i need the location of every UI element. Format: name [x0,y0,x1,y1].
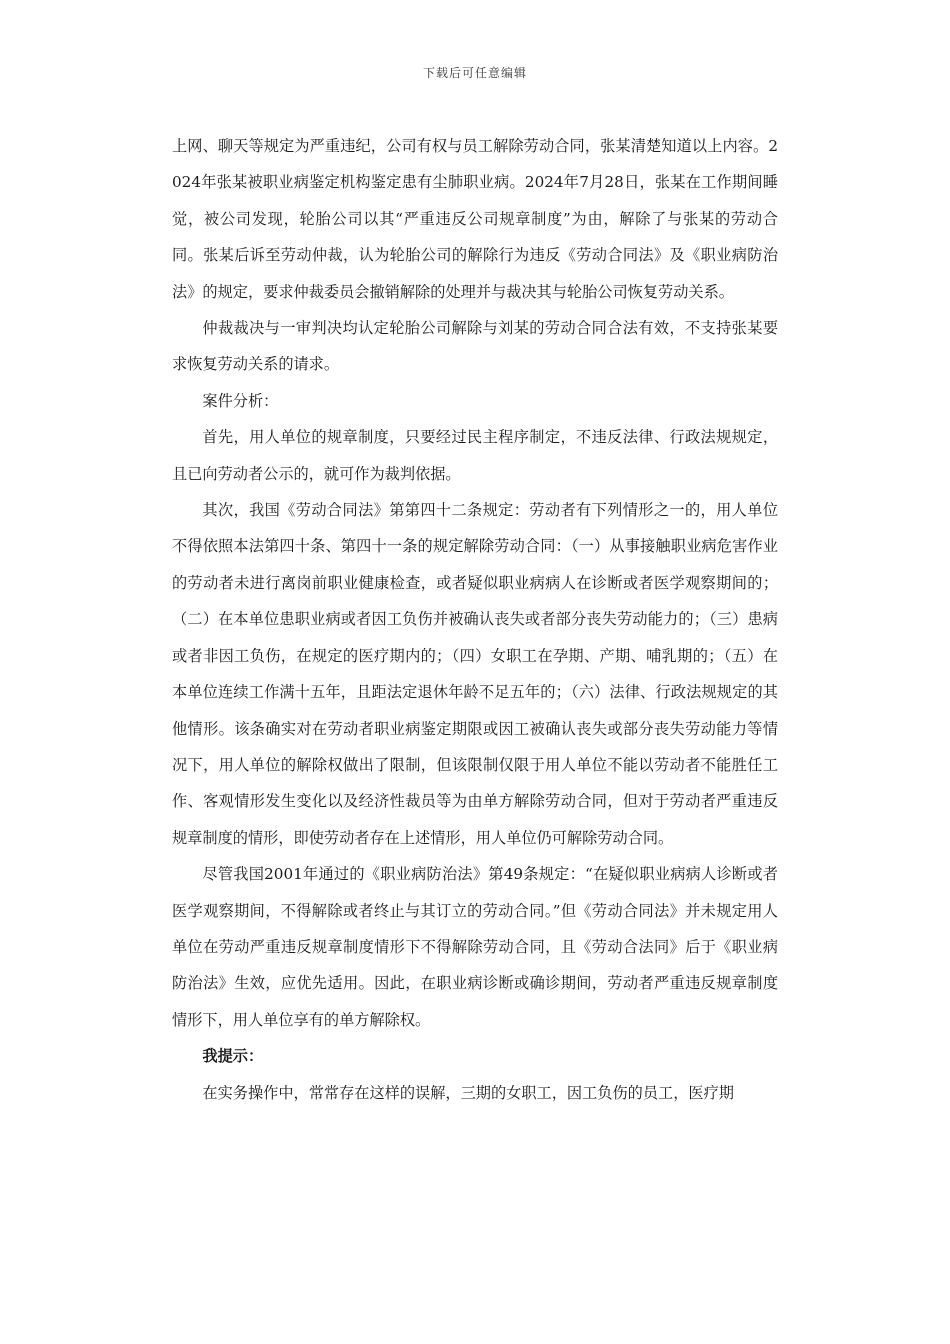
paragraph-ruling: 仲裁裁决与一审判决均认定轮胎公司解除与刘某的劳动合同合法有效，不支持张某要求恢复劳动关系的请求。 [172,319,778,374]
paragraph-tip-heading: 我提示： [202,1047,264,1066]
page-header: 下载后可任意编辑 [422,66,527,80]
paragraph-tip-text: 在实务操作中，常常存在这样的误解，三期的女职工，因工负伤的员工，医疗期 [202,1083,734,1102]
paragraph-first-point: 首先，用人单位的规章制度，只要经过民主程序制定，不违反法律、行政法规规定，且已向劳动者公示的，就可作为裁判依据。 [172,428,778,483]
document-body [172,128,778,1111]
paragraph-second-point: 其次，我国《劳动合同法》第第四十二条规定：劳动者有下列情形之一的，用人单位不得依照本法第四十条、第四十一条的规定解除劳动合同：（一）从事接触职业病危害作业的劳动者未进行离岗前职业健康检查，或者疑似职业病病人在诊断或者医学观察期间的；（二）在本单位患职业病或者因工负伤并被确认丧失或者部分丧失劳动能力的；（三）患病或者非因工负伤，在规定的医疗期内的；（四）女职工在孕期、产期、哺乳期的；（五）在本单位连续工作满十五年，且距法定退休年龄不足五年的；（六）法律、行政法规规定的其他情形。该条确实对在劳动者职业病鉴定期限或因工被确认丧失或部分丧失劳动能力等情况下，用人单位的解除权做出了限制，但该限制仅限于用人单位不能以劳动者不能胜任工作、客观情形发生变化以及经济性裁员等为由单方解除劳动合同，但对于劳动者严重违反规章制度的情形，即使劳动者存在上述情形，用人单位仍可解除劳动合同。 [172,501,778,847]
paragraph-analysis-heading: 案件分析： [202,391,279,410]
paragraph-case-facts: 上网、聊天等规定为严重违纪，公司有权与员工解除劳动合同，张某清楚知道以上内容。2024年张某被职业病鉴定机构鉴定患有尘肺职业病。2024年7月28日，张某在工作期间睡觉，被公司发现，轮胎公司以其“严重违反公司规章制度”为由，解除了与张某的劳动合同。张某后诉至劳动仲裁，认为轮胎公司的解除行为违反《劳动合同法》及《职业病防治法》的规定，要求仲裁委员会撤销解除的处理并与裁决其与轮胎公司恢复劳动关系。 [172,137,778,301]
paragraph-occupational-disease-law: 尽管我国2001年通过的《职业病防治法》第49条规定：“在疑似职业病病人诊断或者医学观察期间，不得解除或者终止与其订立的劳动合同。”但《劳动合同法》并未规定用人单位在劳动严重违反规章制度情形下不得解除劳动合同，且《劳动合法同》后于《职业病防治法》生效，应优先适用。因此，在职业病诊断或确诊期间，劳动者严重违反规章制度情形下，用人单位享有的单方解除权。 [172,865,778,1029]
